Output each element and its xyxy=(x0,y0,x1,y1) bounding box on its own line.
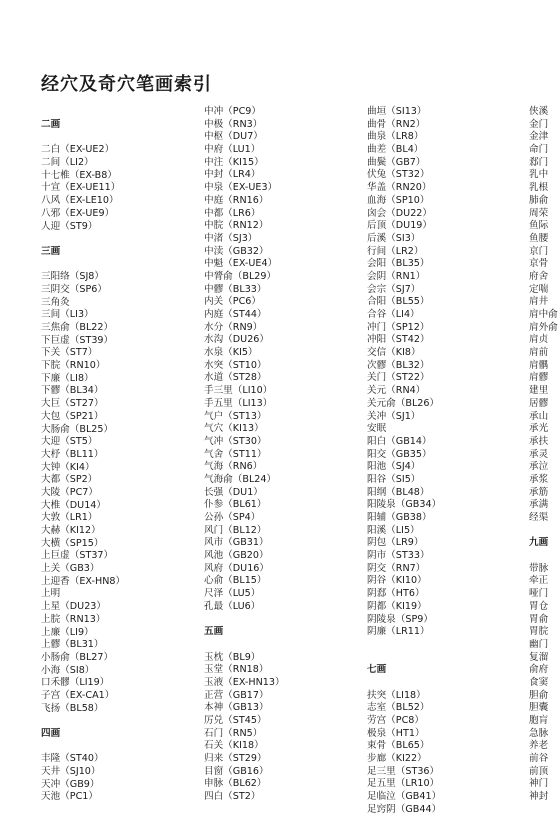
index-entry: 厉兑（ST45） xyxy=(204,715,267,726)
index-entry: 下髎（BL34） xyxy=(41,385,104,397)
index-entry: 胃俞 xyxy=(529,613,549,625)
index-entry: 阳谷（SI5） xyxy=(367,473,421,485)
index-entry: 气户（ST13） xyxy=(204,410,267,422)
index-entry: 水沟（DU26） xyxy=(204,334,269,346)
index-entry: 经渠 xyxy=(529,512,549,523)
index-entry: 内庭（ST44） xyxy=(204,309,267,320)
index-entry: 胃仓 xyxy=(529,600,549,612)
index-entry: 阴包（LR9） xyxy=(367,537,424,549)
index-entry: 定喘 xyxy=(529,283,549,295)
index-entry: 承泣 xyxy=(529,461,549,473)
index-entry: 阳溪（LI5） xyxy=(367,524,420,536)
index-entry: 申脉（BL62） xyxy=(204,778,267,790)
index-entry: 中髎（BL33） xyxy=(204,283,267,295)
index-entry: 本神（GB13） xyxy=(204,702,269,714)
spacer xyxy=(367,677,441,690)
index-entry: 曲骨（RN2） xyxy=(367,118,426,130)
index-entry: 关元（RN4） xyxy=(367,385,426,397)
index-entry: 肩前 xyxy=(529,347,549,359)
index-entry: 上廉（LI9） xyxy=(41,626,94,638)
index-entry: 二白（EX-UE2） xyxy=(41,144,115,156)
index-entry: 承山 xyxy=(529,410,549,422)
index-entry: 交信（KI8） xyxy=(367,347,421,359)
index-entry: 血海（SP10） xyxy=(367,194,430,206)
index-entry: 上星（DU23） xyxy=(41,601,106,613)
index-entry: 安眠 xyxy=(367,423,387,435)
index-entry: 口禾髎（LI19） xyxy=(41,677,110,689)
index-entry: 阴廉（LR11） xyxy=(367,626,430,638)
index-entry: 侠溪 xyxy=(529,106,549,117)
index-entry: 孔最（LU6） xyxy=(204,600,261,612)
index-entry: 胆囊 xyxy=(529,702,549,714)
stroke-count-heading: 九画 xyxy=(529,537,549,549)
index-entry: 中冲（PC9） xyxy=(204,106,261,117)
index-entry: 承浆 xyxy=(529,473,549,485)
index-entry: 下关（ST7） xyxy=(41,347,98,359)
index-entry: 曲差（BL4） xyxy=(367,144,424,156)
index-entry: 气冲（ST30） xyxy=(204,435,267,447)
index-entry: 肺俞 xyxy=(529,194,549,206)
index-entry: 囟会（DU22） xyxy=(367,207,432,219)
index-entry: 中渚（SJ3） xyxy=(204,232,258,244)
index-entry: 承满 xyxy=(529,499,549,511)
index-entry: 内关（PC6） xyxy=(204,296,261,308)
index-entry: 肩中俞 xyxy=(529,309,558,320)
index-entry: 心俞（BL15） xyxy=(204,575,267,587)
index-entry: 曲泉（LR8） xyxy=(367,131,424,143)
index-entry: 四白（ST2） xyxy=(204,791,261,803)
index-entry: 金门 xyxy=(529,118,549,130)
index-entry: 玉液（EX-HN13） xyxy=(204,676,285,688)
stroke-count-heading: 四画 xyxy=(41,728,61,739)
index-entry: 风门（BL12） xyxy=(204,524,267,536)
index-entry: 气舍（ST11） xyxy=(204,448,267,460)
index-entry: 承灵 xyxy=(529,448,549,460)
index-entry: 风池（GB20） xyxy=(204,550,269,562)
index-entry: 大杼（BL11） xyxy=(41,448,104,460)
index-entry: 水泉（KI5） xyxy=(204,347,258,359)
index-entry: 子宫（EX-CA1） xyxy=(41,689,115,701)
index-entry: 后溪（SI3） xyxy=(367,232,421,244)
index-entry: 阴郄（HT6） xyxy=(367,588,425,600)
index-entry: 京门 xyxy=(529,245,549,257)
index-entry: 归来（ST29） xyxy=(204,753,267,765)
index-column-2 xyxy=(204,106,285,804)
index-entry: 上髎（BL31） xyxy=(41,639,104,651)
index-entry: 合阳（BL55） xyxy=(367,296,430,308)
index-entry: 水突（ST10） xyxy=(204,359,267,371)
index-entry: 京骨 xyxy=(529,258,549,270)
spacer xyxy=(41,741,125,754)
page-title: 经穴及奇穴笔画索引 xyxy=(41,74,212,95)
index-entry: 步廊（KI22） xyxy=(367,753,427,765)
index-entry: 中府（LU1） xyxy=(204,144,261,156)
index-entry: 下巨虚（ST39） xyxy=(41,334,114,346)
index-entry: 足窍阴（GB44） xyxy=(367,803,442,815)
index-entry: 冲阳（ST42） xyxy=(367,334,430,346)
index-entry: 前谷 xyxy=(529,753,549,765)
index-entry: 上巨虚（ST37） xyxy=(41,550,114,562)
index-entry: 肩髎 xyxy=(529,372,549,384)
index-entry: 飞扬（BL58） xyxy=(41,702,104,714)
index-entry: 牵正 xyxy=(529,575,549,587)
index-entry: 天冲（GB9） xyxy=(41,778,100,790)
index-entry: 足临泣（GB41） xyxy=(367,791,442,803)
index-entry: 大横（SP15） xyxy=(41,537,104,549)
index-entry: 上迎香（EX-HN8） xyxy=(41,575,126,587)
index-entry: 承扶 xyxy=(529,435,549,447)
index-entry: 阴陵泉（SP9） xyxy=(367,613,433,625)
spacer xyxy=(529,550,558,563)
index-entry: 手五里（LI13） xyxy=(204,397,273,409)
index-entry: 大肠俞（BL25） xyxy=(41,423,114,435)
index-entry: 鱼际 xyxy=(529,220,549,232)
index-entry: 大椎（DU14） xyxy=(41,499,106,511)
index-entry: 足五里（LR10） xyxy=(367,778,440,790)
spacer xyxy=(204,639,285,652)
index-entry: 食窦 xyxy=(529,676,549,688)
index-entry: 中渎（GB32） xyxy=(204,245,269,257)
stroke-count-heading: 五画 xyxy=(204,626,224,638)
index-entry: 足三里（ST36） xyxy=(367,765,440,777)
spacer xyxy=(41,233,125,246)
index-entry: 居髎 xyxy=(529,397,549,409)
index-entry: 天池（PC1） xyxy=(41,791,98,803)
index-entry: 后顶（DU19） xyxy=(367,220,432,232)
index-entry: 阴都（KI19） xyxy=(367,600,427,612)
index-entry: 中都（LR6） xyxy=(204,207,261,219)
index-entry: 复溜 xyxy=(529,651,549,663)
spacer xyxy=(41,132,125,145)
index-entry: 水分（RN9） xyxy=(204,321,263,333)
index-entry: 神门 xyxy=(529,778,549,790)
index-entry: 金津 xyxy=(529,131,549,143)
spacer xyxy=(41,715,125,728)
index-entry: 大敦（LR1） xyxy=(41,512,98,524)
index-entry: 束骨（BL65） xyxy=(367,740,430,752)
index-entry: 大赫（KI12） xyxy=(41,525,101,536)
index-entry: 前顶 xyxy=(529,765,549,777)
index-column-1 xyxy=(41,119,125,804)
index-entry: 正营（GB17） xyxy=(204,689,269,701)
index-entry: 大迎（ST5） xyxy=(41,436,98,448)
spacer xyxy=(41,259,125,272)
index-entry: 中注（KI15） xyxy=(204,156,264,168)
index-entry: 小海（SI8） xyxy=(41,664,95,676)
stroke-count-heading: 三画 xyxy=(41,245,61,257)
index-entry: 行间（LR2） xyxy=(367,245,424,257)
index-entry: 阳交（GB35） xyxy=(367,448,432,460)
index-entry: 中泉（EX-UE3） xyxy=(204,182,278,194)
index-entry: 俞府 xyxy=(529,664,549,676)
index-entry: 大都（SP2） xyxy=(41,474,98,486)
spacer xyxy=(529,525,558,538)
index-entry: 带脉 xyxy=(529,562,549,574)
spacer xyxy=(367,639,441,652)
index-entry: 胞肓 xyxy=(529,715,549,726)
index-entry: 三阴交（SP6） xyxy=(41,283,107,295)
index-entry: 鱼腰 xyxy=(529,232,549,244)
index-entry: 手三里（LI10） xyxy=(204,385,273,397)
index-entry: 气海（RN6） xyxy=(204,461,263,473)
index-entry: 极泉（HT1） xyxy=(367,727,425,739)
index-entry: 府舍 xyxy=(529,270,549,282)
index-column-4 xyxy=(529,106,558,804)
index-entry: 伏兔（ST32） xyxy=(367,169,430,181)
index-entry: 仆参（BL61） xyxy=(204,499,267,511)
index-entry: 阳陵泉（GB34） xyxy=(367,499,442,511)
index-entry: 曲鬓（GB7） xyxy=(367,156,426,168)
index-entry: 天井（SJ10） xyxy=(41,766,101,778)
index-entry: 阴谷（KI10） xyxy=(367,575,427,587)
index-entry: 大陵（PC7） xyxy=(41,486,98,498)
index-entry: 目窗（GB16） xyxy=(204,765,269,777)
index-entry: 风府（DU16） xyxy=(204,562,269,574)
index-entry: 风市（GB31） xyxy=(204,537,269,549)
index-entry: 中膂俞（BL29） xyxy=(204,270,277,282)
index-entry: 合谷（LI4） xyxy=(367,309,420,320)
index-entry: 水道（ST28） xyxy=(204,372,267,384)
index-entry: 阳白（GB14） xyxy=(367,435,432,447)
index-entry: 长强（DU1） xyxy=(204,486,263,498)
index-entry: 乳根 xyxy=(529,182,549,194)
index-entry: 中魁（EX-UE4） xyxy=(204,258,278,270)
index-entry: 冲门（SP12） xyxy=(367,321,430,333)
index-entry: 肩外俞 xyxy=(529,321,558,333)
index-entry: 中枢（DU7） xyxy=(204,131,263,143)
index-entry: 关门（ST22） xyxy=(367,372,430,384)
index-entry: 八邪（EX-UE9） xyxy=(41,207,115,219)
index-entry: 八风（EX-LE10） xyxy=(41,195,119,207)
index-entry: 三焦俞（BL22） xyxy=(41,322,114,333)
index-entry: 气海俞（BL24） xyxy=(204,473,277,485)
index-entry: 周荣 xyxy=(529,207,549,219)
index-entry: 公孙（SP4） xyxy=(204,512,261,523)
index-entry: 关冲（SJ1） xyxy=(367,410,421,422)
index-entry: 阴市（ST33） xyxy=(367,550,430,562)
index-entry: 承光 xyxy=(529,423,549,435)
index-entry: 会阳（BL35） xyxy=(367,258,430,270)
index-entry: 关元俞（BL26） xyxy=(367,397,440,409)
index-entry: 三阳络（SJ8） xyxy=(41,271,104,283)
index-entry: 肩井 xyxy=(529,296,549,308)
index-entry: 中极（RN3） xyxy=(204,118,263,130)
index-entry: 石关（KI18） xyxy=(204,740,264,752)
index-entry: 三角灸 xyxy=(41,296,70,308)
index-entry: 上关（GB3） xyxy=(41,563,100,575)
index-entry: 志室（BL52） xyxy=(367,702,430,714)
index-entry: 尺泽（LU5） xyxy=(204,588,261,600)
index-entry: 下脘（RN10） xyxy=(41,360,106,372)
index-entry: 胃脘 xyxy=(529,626,549,638)
index-entry: 承筋 xyxy=(529,486,549,498)
index-entry: 阴交（RN7） xyxy=(367,562,426,574)
index-entry: 扶突（LI18） xyxy=(367,689,426,701)
index-entry: 中脘（RN12） xyxy=(204,220,269,232)
index-entry: 上明 xyxy=(41,588,61,600)
index-entry: 阳纲（BL48） xyxy=(367,486,430,498)
index-entry: 养老 xyxy=(529,740,549,752)
index-entry: 阳辅（GB38） xyxy=(367,512,432,523)
stroke-count-heading: 七画 xyxy=(367,664,387,676)
index-entry: 丰隆（ST40） xyxy=(41,753,104,765)
index-entry: 华盖（RN20） xyxy=(367,182,432,194)
index-entry: 肩髃 xyxy=(529,359,549,371)
index-entry: 二间（LI2） xyxy=(41,157,94,169)
index-entry: 曲垣（SI13） xyxy=(367,106,427,117)
index-entry: 大包（SP21） xyxy=(41,410,104,422)
index-entry: 胆俞 xyxy=(529,689,549,701)
index-entry: 建里 xyxy=(529,385,549,397)
spacer xyxy=(367,652,441,665)
index-entry: 三间（LI3） xyxy=(41,309,94,321)
index-entry: 下廉（LI8） xyxy=(41,372,94,384)
index-entry: 小肠俞（BL27） xyxy=(41,651,114,663)
index-entry: 石门（RN5） xyxy=(204,727,263,739)
index-entry: 大巨（ST27） xyxy=(41,398,104,410)
index-entry: 次髎（BL32） xyxy=(367,359,430,371)
index-entry: 幽门 xyxy=(529,638,549,650)
index-entry: 肩贞 xyxy=(529,334,549,346)
index-entry: 十七椎（EX-B8） xyxy=(41,169,117,181)
index-entry: 郄门 xyxy=(529,156,549,168)
index-entry: 玉堂（RN18） xyxy=(204,664,269,676)
index-entry: 中封（LR4） xyxy=(204,169,261,181)
index-entry: 神封 xyxy=(529,791,549,803)
spacer xyxy=(204,614,285,627)
index-entry: 会宗（SJ7） xyxy=(367,283,421,295)
index-entry: 上脘（RN13） xyxy=(41,613,106,625)
index-entry: 中庭（RN16） xyxy=(204,194,269,206)
index-entry: 十宣（EX-UE11） xyxy=(41,182,121,194)
index-entry: 急脉 xyxy=(529,727,549,739)
index-entry: 命门 xyxy=(529,144,549,156)
index-entry: 大钟（KI4） xyxy=(41,461,95,473)
index-column-3 xyxy=(367,106,441,817)
index-entry: 乳中 xyxy=(529,169,549,181)
stroke-count-heading: 二画 xyxy=(41,119,61,130)
index-entry: 阳池（SJ4） xyxy=(367,461,421,473)
index-entry: 劳宫（PC8） xyxy=(367,715,424,726)
index-entry: 玉枕（BL9） xyxy=(204,651,261,663)
index-entry: 会阴（RN1） xyxy=(367,270,426,282)
index-entry: 人迎（ST9） xyxy=(41,220,98,232)
index-entry: 气穴（KI13） xyxy=(204,423,264,435)
index-entry: 哑门 xyxy=(529,588,549,600)
